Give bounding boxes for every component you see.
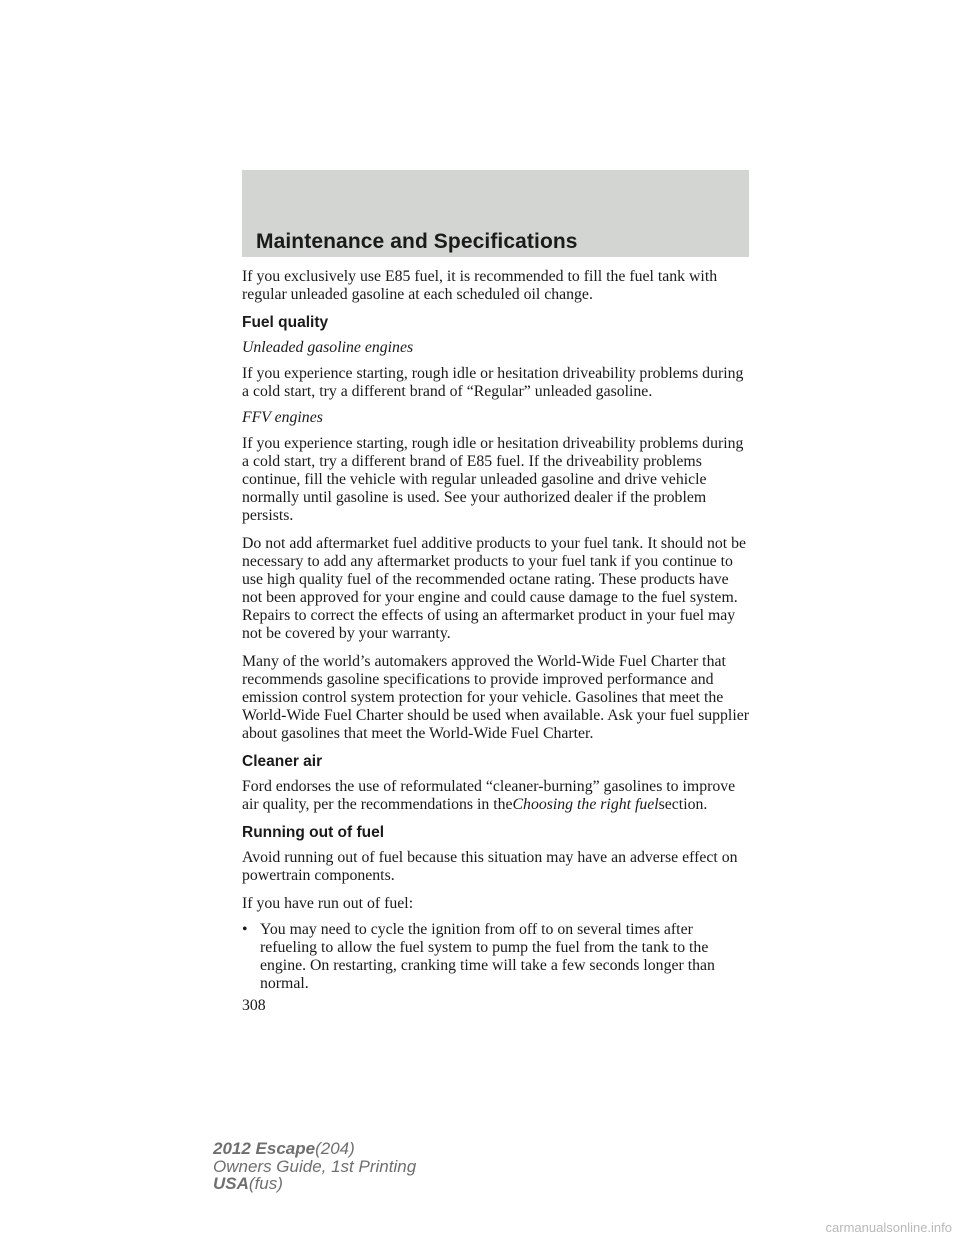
- paragraph-cleaner-air: [242, 778, 752, 814]
- heading-running-out: Running out of fuel: [242, 824, 385, 841]
- page-content: [242, 268, 752, 1015]
- page-number: 308: [242, 997, 266, 1014]
- paragraph-additives: Do not add aftermarket fuel additive products to your fuel tank. It should not be necessary to add any aftermarket products to your fuel tank if you continue to use high quality fuel of the recommended octane rating. These products have not been approved for your engine and could cause damage to the fuel system. Repairs to correct the effects of using an aftermarket product in your fuel may not be covered by your warranty.: [242, 535, 747, 642]
- section-title: Maintenance and Specifications: [256, 230, 578, 253]
- footer-line-1: [213, 1140, 416, 1158]
- cleaner-air-text-end: section.: [658, 796, 708, 813]
- footer-market: USA: [213, 1174, 249, 1193]
- list-item-text: You may need to cycle the ignition from off to on several times after refueling to allow the fuel system to pump the fuel from the tank to the engine. On restarting, cranking time will take a few seconds longer than normal.: [260, 921, 715, 992]
- footer-model: 2012 Escape: [213, 1139, 316, 1158]
- paragraph-running-out: Avoid running out of fuel because this situation may have an adverse effect on powertrain components.: [242, 849, 738, 884]
- footer-model-code: (204): [315, 1139, 355, 1158]
- footer-imprint: [213, 1140, 416, 1193]
- heading-fuel-quality: Fuel quality: [242, 314, 329, 331]
- paragraph-fuel-charter: Many of the world’s automakers approved the World-Wide Fuel Charter that recommends gasoline specifications to provide improved performance and emission control system protection for your vehicle. Gasolines that meet the World-Wide Fuel Charter should be used when available. Ask your fuel supplier about gasolines that meet the World-Wide Fuel Charter.: [242, 653, 749, 742]
- watermark: carmanualsonline.info: [825, 1220, 952, 1235]
- paragraph-if-run-out: If you have run out of fuel:: [242, 895, 414, 912]
- paragraph-ffv: If you experience starting, rough idle or hesitation driveability problems during a cold start, try a different brand of E85 fuel. If the driveability problems continue, fill the vehicle with regular unleaded gasoline and drive vehicle normally until gasoline is used. See your authorized dealer if the problem persists.: [242, 435, 744, 524]
- cross-reference: Choosing the right fuel: [512, 796, 659, 813]
- cleaner-air-text: Ford endorses the use of reformulated “cleaner-burning” gasolines to improve air quality, per the recommendations in the: [242, 778, 736, 813]
- list-item: [242, 921, 752, 993]
- paragraph-unleaded: If you experience starting, rough idle or hesitation driveability problems during a cold start, try a different brand of “Regular” unleaded gasoline.: [242, 365, 744, 400]
- intro-paragraph: If you exclusively use E85 fuel, it is recommended to fill the fuel tank with regular unleaded gasoline at each scheduled oil change.: [242, 268, 718, 303]
- bullet-icon: •: [242, 921, 248, 938]
- subheading-ffv: FFV engines: [242, 409, 323, 426]
- subheading-unleaded: Unleaded gasoline engines: [242, 339, 414, 356]
- footer-line-3: [213, 1175, 416, 1193]
- footer-line-2: Owners Guide, 1st Printing: [213, 1156, 417, 1176]
- footer-market-code: (fus): [248, 1174, 283, 1193]
- heading-cleaner-air: Cleaner air: [242, 753, 323, 770]
